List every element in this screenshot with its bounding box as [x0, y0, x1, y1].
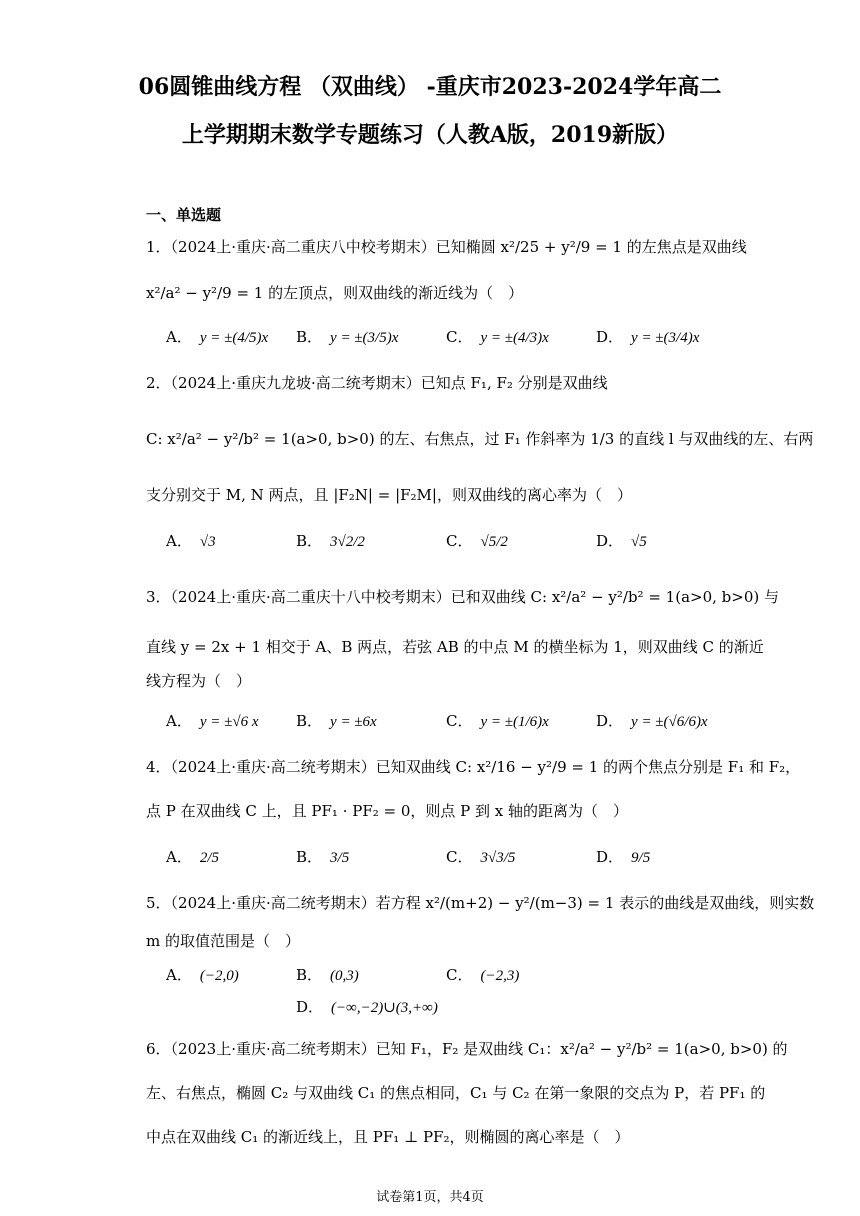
- question-5-line-2: m 的取值范围是（ ）: [146, 932, 300, 950]
- question-5-line-1: 5．（2024上·重庆·高二统考期末）若方程 x²/(m+2) − y²/(m−3) = 1 表示的曲线是双曲线，则实数: [146, 894, 815, 912]
- question-2-line-1: 2．（2024上·重庆九龙坡·高二统考期末）已知点 F₁, F₂ 分别是双曲线: [146, 374, 608, 392]
- q2-option-a[interactable]: A． √3: [166, 532, 216, 550]
- question-4-line-1: 4．（2024上·重庆·高二统考期末）已知双曲线 C: x²/16 − y²/9 = 1 的两个焦点分别是 F₁ 和 F₂，: [146, 758, 801, 776]
- question-2-line-2: C: x²/a² − y²/b² = 1(a>0, b>0) 的左、右焦点，过 F₁ 作斜率为 1/3 的直线 l 与双曲线的左、右两: [146, 430, 814, 448]
- q1-option-a[interactable]: A． y = ±(4/5)x: [166, 328, 269, 346]
- q3-option-a[interactable]: A． y = ±√6 x: [166, 712, 259, 730]
- q5-option-d[interactable]: D． (−∞,−2)∪(3,+∞): [296, 998, 438, 1016]
- question-2-line-3: 支分别交于 M, N 两点，且 |F₂N| = |F₂M|，则双曲线的离心率为（ ）: [146, 486, 632, 504]
- q1-option-d[interactable]: D． y = ±(3/4)x: [596, 328, 700, 346]
- q1-option-b[interactable]: B． y = ±(3/5)x: [296, 328, 399, 346]
- question-6-line-1: 6．（2023上·重庆·高二统考期末）已知 F₁，F₂ 是双曲线 C₁：x²/a² − y²/b² = 1(a>0, b>0) 的: [146, 1040, 788, 1058]
- question-1-line-1: 1．（2024上·重庆·高二重庆八中校考期末）已知椭圆 x²/25 + y²/9 = 1 的左焦点是双曲线: [146, 238, 747, 256]
- q2-option-d[interactable]: D． √5: [596, 532, 647, 550]
- q4-option-c[interactable]: C． 3√3/5: [446, 848, 516, 866]
- q5-option-a[interactable]: A． (−2,0): [166, 966, 239, 984]
- question-6-line-3: 中点在双曲线 C₁ 的渐近线上，且 PF₁ ⊥ PF₂，则椭圆的离心率是（ ）: [146, 1128, 630, 1146]
- section-heading: 一、单选题: [146, 206, 222, 224]
- q1-option-c[interactable]: C． y = ±(4/3)x: [446, 328, 549, 346]
- question-6-line-2: 左、右焦点，椭圆 C₂ 与双曲线 C₁ 的焦点相同，C₁ 与 C₂ 在第一象限的交点为 P，若 PF₁ 的: [146, 1084, 766, 1102]
- page-footer: 试卷第1页，共4页: [376, 1190, 484, 1205]
- q4-option-a[interactable]: A． 2/5: [166, 848, 220, 866]
- title-line-2: 上学期期末数学专题练习（人教A版，2019新版）: [181, 122, 679, 148]
- q2-option-b[interactable]: B． 3√2/2: [296, 532, 365, 550]
- question-3-line-3: 线方程为（ ）: [146, 672, 252, 690]
- q5-option-c[interactable]: C． (−2,3): [446, 966, 520, 984]
- q5-option-b[interactable]: B． (0,3): [296, 966, 359, 984]
- title-line-1: 06圆锥曲线方程 （双曲线） -重庆市2023-2024学年高二: [138, 74, 722, 100]
- q2-option-c[interactable]: C． √5/2: [446, 532, 508, 550]
- question-4-line-2: 点 P 在双曲线 C 上，且 PF₁ · PF₂ = 0，则点 P 到 x 轴的距离为（ ）: [146, 802, 629, 820]
- question-1-line-2: x²/a² − y²/9 = 1 的左顶点，则双曲线的渐近线为（ ）: [146, 284, 524, 302]
- q3-option-d[interactable]: D． y = ±(√6/6)x: [596, 712, 708, 730]
- q4-option-b[interactable]: B． 3/5: [296, 848, 350, 866]
- q3-option-b[interactable]: B． y = ±6x: [296, 712, 377, 730]
- question-3-line-2: 直线 y = 2x + 1 相交于 A、B 两点，若弦 AB 的中点 M 的横坐标为 1，则双曲线 C 的渐近: [146, 638, 764, 656]
- question-3-line-1: 3．（2024上·重庆·高二重庆十八中校考期末）已和双曲线 C: x²/a² − y²/b² = 1(a>0, b>0) 与: [146, 588, 779, 606]
- q4-option-d[interactable]: D． 9/5: [596, 848, 651, 866]
- q3-option-c[interactable]: C． y = ±(1/6)x: [446, 712, 549, 730]
